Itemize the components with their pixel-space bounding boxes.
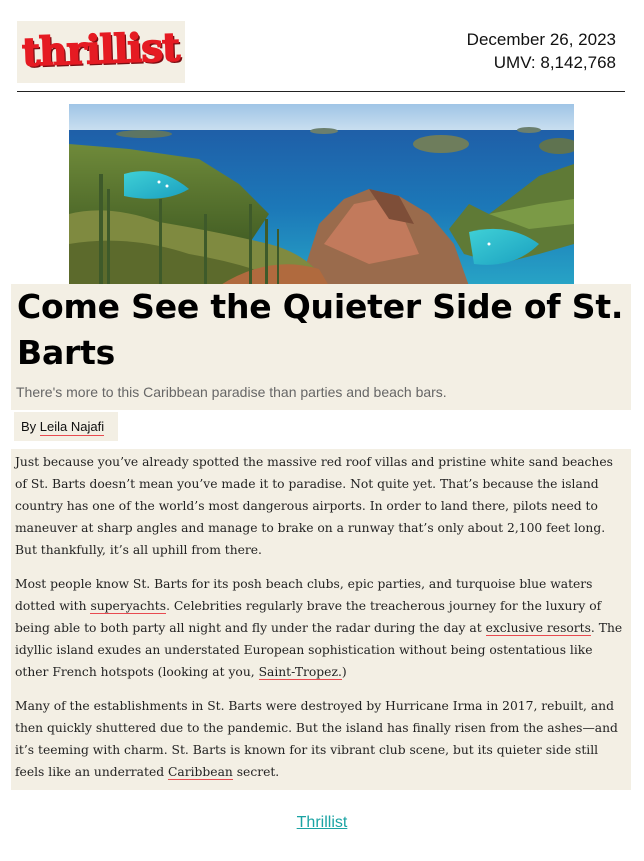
thrillist-footer-link[interactable]: Thrillist: [296, 814, 348, 831]
thrillist-logo[interactable]: thrillist: [21, 23, 181, 76]
hero-image: [69, 104, 574, 286]
article-subtitle: There's more to this Caribbean paradise than parties and beach bars.: [16, 384, 447, 400]
paragraph-3-text-b: secret.: [232, 765, 280, 779]
paragraph-3-text-a: Many of the establishments in St. Barts were destroyed by Hurricane Irma in 2017, rebuilt, and then quickly shuttered due to the pandemic. But the island has finally risen from the ashes—and it’s teeming with charm. St. Barts is known for its vibrant club scene, but its quieter side still feels like an underrated: [15, 699, 618, 779]
paragraph-2-text-b: . Celebrities regularly brave the treacherous journey for the luxury of being able to both party all night and fly under the radar during the day at: [15, 599, 602, 635]
island-landscape-photo-icon: [69, 104, 574, 286]
paragraph-3: [15, 695, 627, 783]
superyachts-link[interactable]: superyachts: [90, 599, 167, 613]
paragraph-1: Just because you’ve already spotted the massive red roof villas and pristine white sand beaches of St. Barts doesn’t mean you’ve made it to paradise. Not quite yet. That’s because the island country has one of the world’s most dangerous airports. In order to land there, pilots need to maneuver at sharp angles and manage to brake on a runway that’s only about 2,100 feet long. But thankfully, it’s all uphill from there.: [15, 455, 613, 557]
byline: [21, 419, 104, 434]
paragraph-2-text-a: Most people know St. Barts for its posh beach clubs, epic parties, and turquoise blue waters dotted with: [15, 577, 593, 613]
paragraph-2-text-d: ): [341, 665, 347, 679]
article-body: [11, 449, 631, 790]
author-link[interactable]: Leila Najafi: [39, 419, 105, 434]
byline-prefix: By: [21, 419, 40, 434]
footer: [0, 814, 644, 832]
caribbean-link[interactable]: Caribbean: [168, 765, 233, 779]
header-divider: [17, 91, 625, 92]
header-meta: [467, 28, 616, 74]
title-panel: [11, 284, 631, 410]
paragraph-2-text-c: . The idyllic island exudes an understated European sophistication without being ostentatious like other French hotspots (looking at you,: [15, 621, 623, 679]
article-title: Come See the Quieter Side of St. Barts: [17, 287, 624, 372]
saint-tropez-link[interactable]: Saint-Tropez.: [258, 665, 342, 679]
umv-count: UMV: 8,142,768: [493, 53, 616, 72]
paragraph-2: [15, 573, 627, 683]
logo-container[interactable]: [17, 21, 185, 83]
exclusive-resorts-link[interactable]: exclusive resorts: [485, 621, 591, 635]
byline-panel: [14, 412, 118, 441]
publish-date: December 26, 2023: [466, 30, 616, 49]
